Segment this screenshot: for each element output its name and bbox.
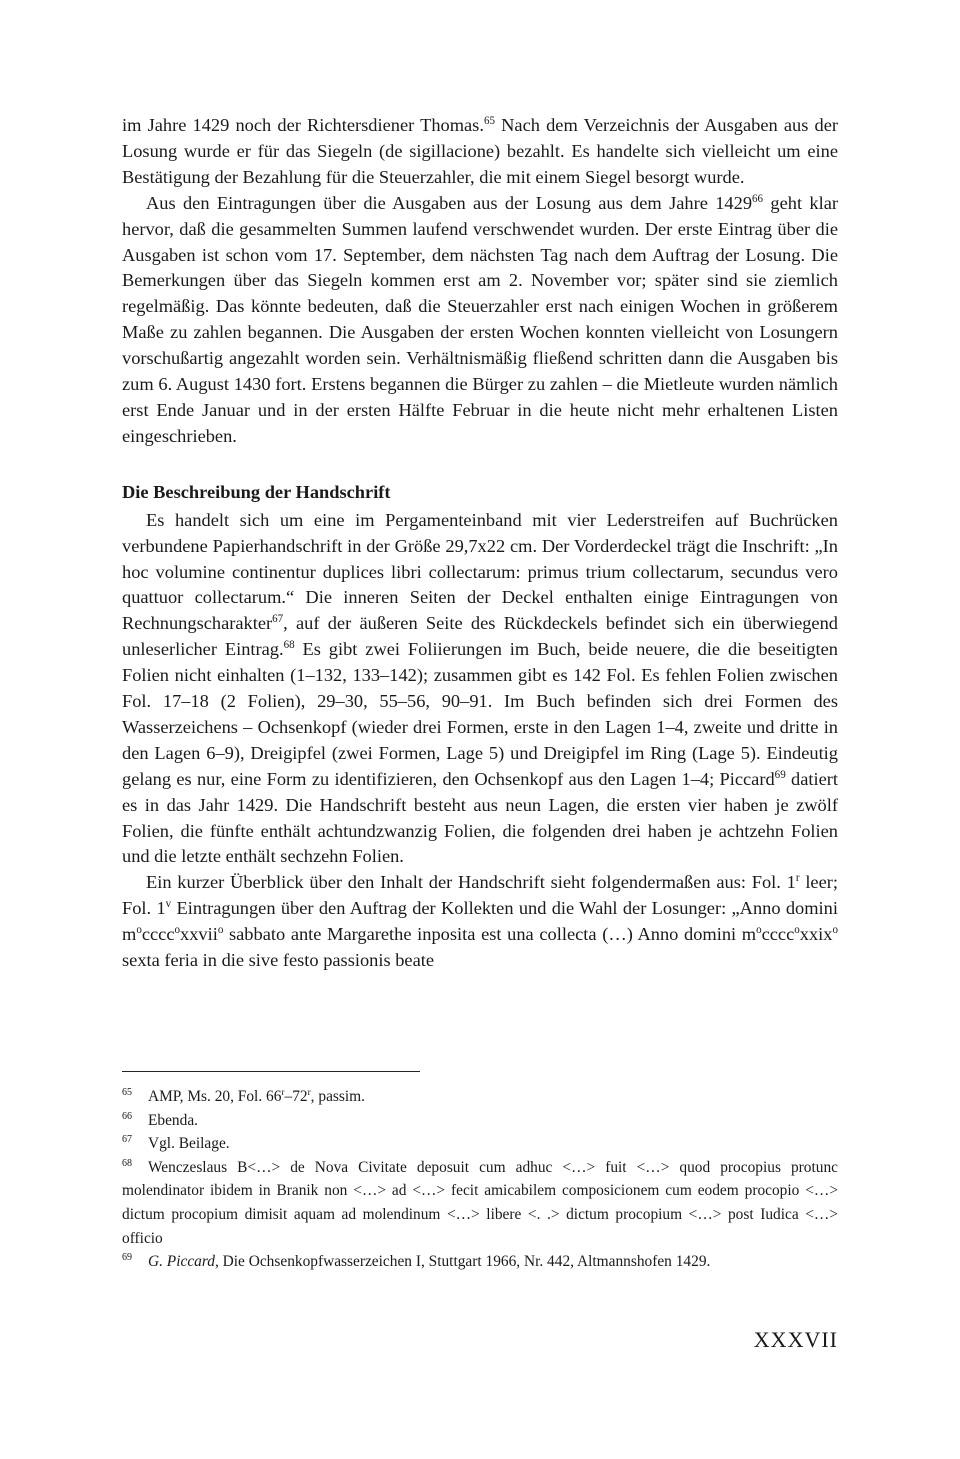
footnote-67: 67 Vgl. Beilage. [122, 1134, 230, 1153]
section-heading: Die Beschreibung der Handschrift [122, 481, 391, 502]
footnote-ref-67[interactable]: 67 [272, 613, 284, 626]
footnote-68: 68 Wenczeslaus B<…> de Nova Civitate deposuit cum adhuc <…> fuit <…> quod procopius protunc molendinator ibidem in Branik non <…> ad <…> fecit amicabilem composicionem cum eodem procopio <…> dictum procopium dimisit aquam ad molendinum <…> libere <. .> dictum procopium <…> post Iudica <…> officio [122, 1157, 838, 1247]
paragraph-3: Es handelt sich um eine im Pergamenteinband mit vier Lederstreifen auf Buchrücken verbundene Papierhandschrift in der Größe 29,7x22 cm. Der Vorderdeckel trägt die Inschrift: „In hoc volumine continentur duplices libri collectarum: primus trium collectarum, secundus vero quattuor collectarum.“ Die inneren Seiten der Deckel enthalten einige Eintragungen von Rechnungscharakter$^{67}$, auf der äußeren Seite des Rückdeckels befindet sich ein überwiegend unleserlicher Eintrag.$^{68}$ Es gibt zwei Foliierungen im Buch, beide neuere, die die beseitigten Folien nicht einhalten (1–132, 133–142); zusammen gibt es 142 Fol. Es fehlen Folien zwischen Fol. 17–18 (2 Folien), 29–30, 55–56, 90–91. Im Buch befinden sich drei Formen des Wasserzeichens – Ochsenkopf (wieder drei Formen, erste in den Lagen 1–4, zweite und dritte in den Lagen 6–9), Dreigipfel (zwei Formen, Lage 5) und Dreigipfel im Ring (Lage 5). Eindeutig gelang es nur, eine Form zu identifizieren, den Ochsenkopf aus den Lagen 1–4; Piccard$^{69}$ datiert es in das Jahr 1429. Die Handschrift besteht aus neun Lagen, die ersten vier haben je zwölf Folien, die fünfte enthält achtundzwanzig Folien, die folgenden drei haben je achtzehn Folien und die letzte enthält sechzehn Folien. [122, 509, 838, 867]
footnote-ref-66[interactable]: 66 [752, 192, 764, 205]
footnote-ref-68[interactable]: 68 [283, 639, 295, 652]
footnote-ref-65[interactable]: 65 [483, 114, 495, 127]
footnote-66: 66 Ebenda. [122, 1110, 198, 1129]
body-text [122, 113, 838, 974]
footnote-69: 69 G. Piccard, Die Ochsenkopfwasserzeichen I, Stuttgart 1966, Nr. 442, Altmannshofen 1429. [122, 1252, 711, 1271]
footnote-65: 65 AMP, Ms. 20, Fol. 66$^r$–72$^r$, passim. [122, 1087, 365, 1105]
paragraph-1: im Jahre 1429 noch der Richtersdiener Thomas.$^{65}$ Nach dem Verzeichnis der Ausgaben aus der Losung wurde er für das Siegeln (de sigillacione) bezahlt. Es handelte sich vielleicht um eine Bestätigung der Bezahlung für die Steuerzahler, die mit einem Siegel besorgt wurde. [122, 114, 838, 187]
footnote-ref-69[interactable]: 69 [774, 768, 786, 781]
paragraph-4: Ein kurzer Überblick über den Inhalt der Handschrift sieht folgendermaßen aus: Fol. 1$^r$ leer; Fol. 1$^v$ Eintragungen über den Auftrag der Kollekten und die Wahl der Losunger: „Anno domini $m^occcc^oxxvii^o$ sabbato ante Margarethe inposita est una collecta (…) Anno domini $m^occcc^oxxix^o$ sexta feria in die sive festo passionis beate [122, 872, 838, 971]
page-number: XXXVII [753, 1327, 838, 1352]
footnotes [122, 1085, 838, 1274]
footnote-rule [122, 1071, 420, 1072]
paragraph-2: Aus den Eintragungen über die Ausgaben aus der Losung aus dem Jahre 1429$^{66}$ geht klar hervor, daß die gesammelten Summen laufend verschwendet wurden. Der erste Eintrag über die Ausgaben ist schon vom 17. September, dem nächsten Tag nach dem Auftrag der Losung. Die Bemerkungen über das Siegeln kommen erst am 2. November vor; später sind sie ziemlich regelmäßig. Das könnte bedeuten, daß die Steuerzahler erst nach einigen Wochen in größerem Maße zu zahlen begannen. Die Ausgaben der ersten Wochen konnten vielleicht von Losungern vorschußartig angezahlt worden sein. Verhältnismäßig fließend schritten dann die Ausgaben bis zum 6. August 1430 fort. Erstens begannen die Bürger zu zahlen – die Mietleute wurden nämlich erst Ende Januar und in der ersten Hälfte Februar in die heute nicht mehr erhaltenen Listen eingeschrieben. [122, 192, 838, 446]
